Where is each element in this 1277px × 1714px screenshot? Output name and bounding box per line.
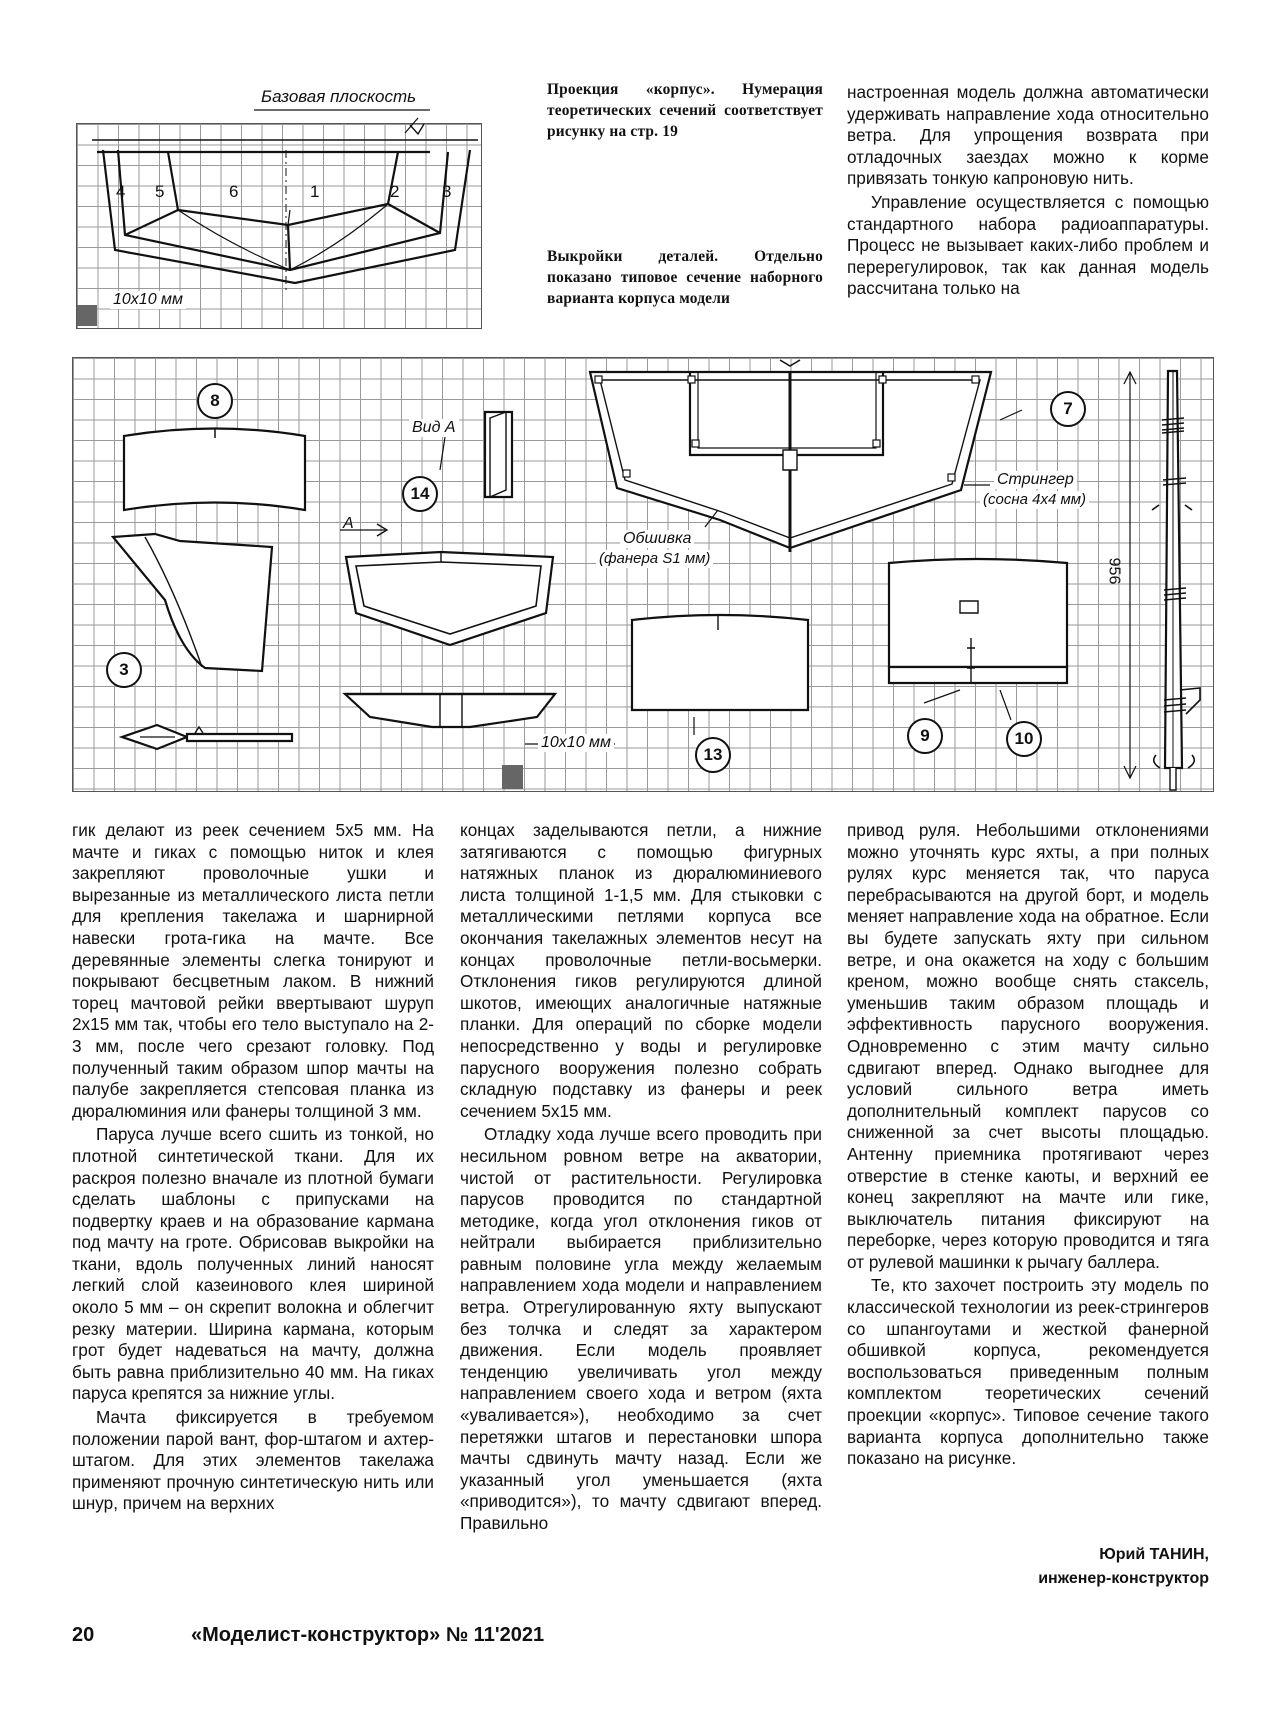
patterns-caption: Выкройки деталей. Отдельно показано типовое сечение наборного варианта корпуса модели: [547, 248, 823, 307]
part-number-badge: 7: [1050, 391, 1086, 427]
projection-caption: Проекция «корпус». Нумерация теоретических сечений соответствует рисунку на стр. 19: [547, 81, 823, 140]
base-plane-label: Базовая плоскость: [261, 87, 417, 106]
section-number: 4: [116, 182, 126, 201]
text-column-1: [72, 820, 434, 1515]
skin-label: Обшивка: [620, 530, 694, 548]
part-number-badge: 3: [106, 652, 142, 688]
paragraph: Управление осуществляется с помощью стандартного набора радиоаппаратуры. Процесс не вызывает каких-либо проблем и перерегулировок, так как данная модель рассчитана только на: [847, 191, 1209, 299]
part-number-badge: 10: [1006, 721, 1042, 757]
section-number: 2: [390, 182, 400, 201]
paragraph: привод руля. Небольшими отклонениями можно уточнять курс яхты, а при полных рулях курс меняется так, что паруса перебрасываются на другой борт, и модель меняет направление хода на обратное. Если вы будете запускать яхту при сильном ветре, и она окажется на ходу с большим креном, можно вообще снять стаксель, уменьшив таким образом площадь и эффективность парусного вооружения. Одновременно с этим мачту сильно сдвигают вперед. Однако выгоднее для условий сильного ветра иметь дополнительный комплект парусов со сниженной за счет высоты площадью. Антенну приемника протягивают через отверстие в стенке каюты, и верхний ее конец закрепляют на мачте или гике, выключатель питания фиксируют на переборке, через которую проводится и тяга от рулевой машинки к рычагу баллера.: [847, 820, 1209, 1272]
paragraph: Отладку хода лучше всего проводить при несильном ровном ветре на акватории, чистой от растительности. Регулировка парусов проводится по стандартной методике, когда угол отклонения гиков от нейтрали выбирается приблизительно равным половине угла между желаемым направлением хода модели и направлением ветра. Отрегулированную яхту выпускают без толчка и следят за характером движения. Если модель проявляет тенденцию увеличивать угол между направлением своего хода и ветром (яхта «уваливается»), необходимо за счет перетяжки штагов и перестановки шпора мачты сдвинуть мачту назад. Если же указанный угол уменьшается (яхта «приводится»), то мачту сдвигают вперед. Правильно: [460, 1124, 822, 1533]
paragraph: гик делают из реек сечением 5х5 мм. На мачте и гиках с помощью ниток и клея закрепляют проволочные ушки и вырезанные из металлического листа петли для крепления такелажа и шарнирной навески грота-гика на мачте. Все деревянные элементы слегка тонируют и покрывают бесцветным лаком. В нижний торец мачтовой рейки ввертывают шуруп 2х15 мм так, чтобы его тело выступало на 2-3 мм, после чего срезают головку. Под полученный таким образом шпор мачты на палубе закрепляется степсовая планка из дюралюминия или фанеры толщиной 3 мм.: [72, 820, 434, 1121]
view-a-label: Вид А: [409, 419, 459, 437]
stringer-material-label: (сосна 4х4 мм): [980, 491, 1089, 509]
mast-length-label: 956: [1105, 557, 1123, 585]
author-title: инженер-конструктор: [1038, 1570, 1209, 1587]
scale-label: 10x10 мм: [110, 291, 186, 309]
arrow-a-label: А: [343, 515, 354, 532]
paragraph: Паруса лучше всего сшить из тонкой, но плотной синтетической ткани. Для их раскроя полезно вначале из плотной бумаги сделать шаблоны с припусками на подвертку краев и на образование кармана под мачту на гроте. Обрисовав выкройки на ткани, вдоль полученных линий наносят легкий слой казеинового клея шириной около 5 мм – он скрепит волокна и облегчит резку материи. Ширина кармана, которым грот будет надеваться на мачту, должна быть равна приблизительно 40 мм. На гиках паруса крепятся за нижние углы.: [72, 1124, 434, 1404]
part-number-badge: 14: [402, 476, 438, 512]
paragraph: концах заделываются петли, а нижние затягиваются с помощью фигурных натяжных планок из дюралюминиевого листа толщиной 1-1,5 мм. Для стыковки с металлическими петлями корпуса все окончания такелажных элементов несут на концах проволочные петли-восьмерки. Отклонения гиков регулируются длиной шкотов, имеющих аналогичные натяжные планки. Для операций по сборке модели непосредственно у воды и регулировке парусного вооружения полезно собрать складную подставку из фанеры и реек сечением 5х15 мм.: [460, 820, 822, 1121]
text-column-3: [847, 820, 1209, 1470]
text-column-2: [460, 820, 822, 1535]
part-number-badge: 13: [695, 737, 731, 773]
section-number: 5: [155, 182, 165, 201]
paragraph: Те, кто захочет построить эту модель по классической технологии из реек-стрингеров со шпангоутами и жесткой фанерной обшивкой корпуса, рекомендуется воспользоваться приведенным полным комплектом теоретических сечений проекции «корпус». Типовое сечение такого варианта корпуса дополнительно также показано на рисунке.: [847, 1275, 1209, 1469]
section-number: 1: [310, 182, 320, 201]
author-name: Юрий ТАНИН,: [1099, 1546, 1209, 1563]
section-number: 6: [229, 182, 239, 201]
paragraph: настроенная модель должна автоматически удерживать направление хода относительно ветра. Для упрощения возврата при отладочных заездах можно к корме привязать тонкую капроновую нить.: [847, 82, 1209, 189]
paragraph: Мачта фиксируется в требуемом положении парой вант, фор-штагом и ахтер-штагом. Для этих элементов такелажа применяют прочную синтетическую нить или шнур, причем на верхних: [72, 1407, 434, 1514]
section-number: 3: [442, 182, 452, 201]
stringer-label: Стрингер: [994, 471, 1077, 489]
scale-label: 10x10 мм: [538, 734, 614, 752]
journal-title: «Моделист-конструктор» № 11'2021: [191, 1624, 545, 1646]
part-number-badge: 9: [907, 718, 943, 754]
page-number: 20: [72, 1624, 95, 1646]
skin-material-label: (фанера S1 мм): [596, 550, 713, 568]
part-number-badge: 8: [197, 383, 233, 419]
